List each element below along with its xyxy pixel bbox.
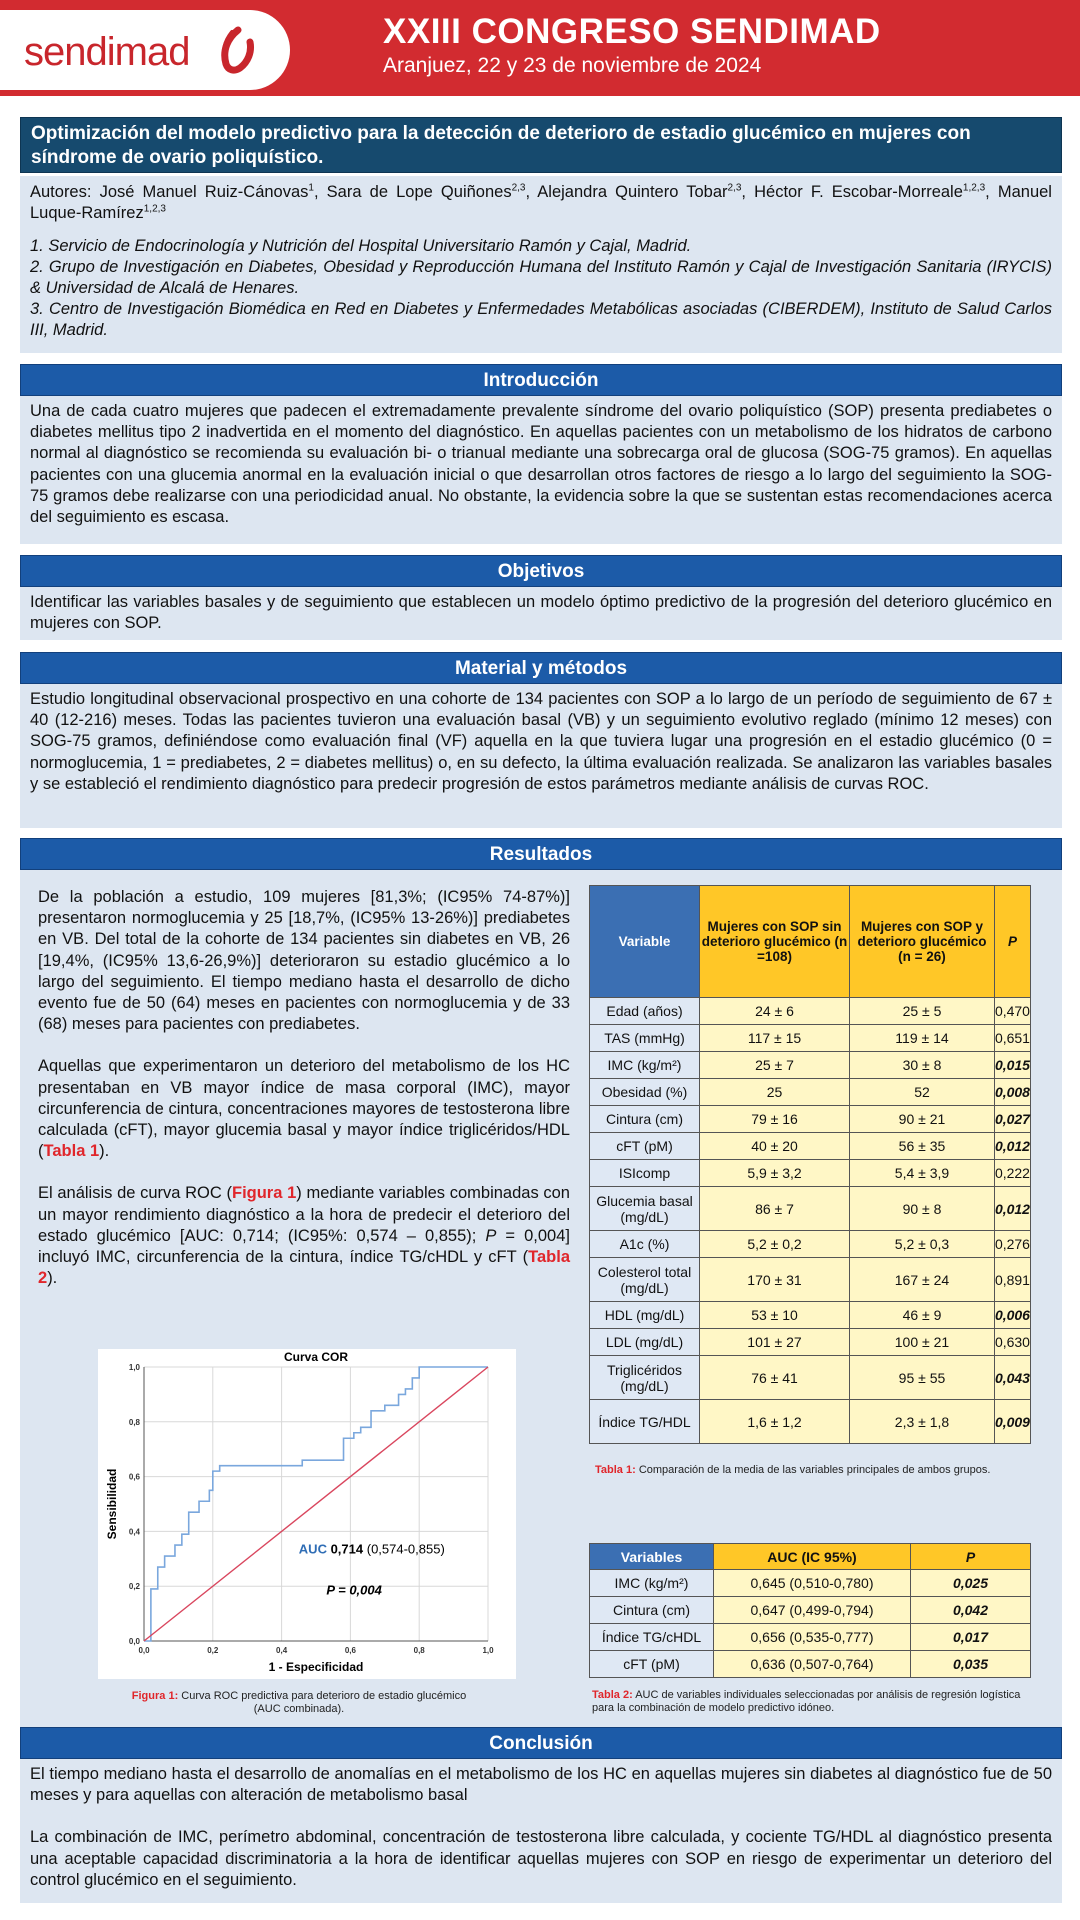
author-name: José Manuel Ruiz-Cánovas	[99, 183, 309, 201]
table1-cell-p: 0,043	[994, 1356, 1030, 1400]
table1-cell-group-b: 90 ± 21	[850, 1106, 995, 1133]
table-2	[589, 1543, 1031, 1678]
table1-row	[590, 1302, 1031, 1329]
table1-cell-group-b: 56 ± 35	[850, 1133, 995, 1160]
table1-cell-variable: Cintura (cm)	[590, 1106, 700, 1133]
author-name: Héctor F. Escobar-Morreale	[754, 183, 963, 201]
table1-cell-p: 0,470	[994, 998, 1030, 1025]
auc-annotation	[299, 1541, 445, 1556]
objectives-text: Identificar las variables basales y de seguimiento que establecen un modelo óptimo predictivo de la progresión del deterioro glucémico en mujeres con SOP.	[20, 587, 1062, 640]
table2-header-auc: AUC (IC 95%)	[714, 1544, 911, 1570]
x-tick-label: 1,0	[482, 1646, 494, 1655]
table2-row	[590, 1597, 1031, 1624]
objectives-heading: Objetivos	[20, 555, 1062, 587]
author-affiliation-sup: 2,3	[511, 182, 526, 194]
table2-header-p: P	[911, 1544, 1031, 1570]
y-tick-label: 0,4	[128, 1527, 140, 1537]
authors-label: Autores:	[30, 183, 100, 201]
author-affiliation-sup: 1	[308, 182, 314, 194]
table1-cell-variable: A1c (%)	[590, 1231, 700, 1258]
affiliation-1: 1. Servicio de Endocrinología y Nutrición del Hospital Universitario Ramón y Cajal, Madrid.	[30, 237, 692, 255]
table1-cell-group-b: 119 ± 14	[850, 1025, 995, 1052]
table2-cell-variable: Cintura (cm)	[590, 1597, 714, 1624]
table1-row	[590, 998, 1031, 1025]
table1-cell-group-a: 25 ± 7	[700, 1052, 850, 1079]
auc-annotation-label: AUC	[298, 1541, 331, 1557]
table1-cell-variable: Colesterol total (mg/dL)	[590, 1258, 700, 1302]
table2-row	[590, 1624, 1031, 1651]
table1-row	[590, 1052, 1031, 1079]
intro-section	[20, 364, 1062, 544]
table1-cell-group-a: 79 ± 16	[700, 1106, 850, 1133]
conclusion-heading: Conclusión	[20, 1727, 1062, 1759]
roc-chart-svg	[98, 1349, 516, 1679]
results-paragraph-1: De la población a estudio, 109 mujeres [81,3%; (IC95% 74-87%)] presentaron normoglucemia y 25 [18,7%, (IC95% 13-26%)] prediabetes en VB. Del total de la cohorte de 134 pacientes sin diabetes en VB, 26 [19,4%, (IC95% 13,6-26,9%)] deterioraron su estadio glucémico a lo largo del seguimiento. El tiempo mediano hasta el desarrollo de dicho evento fue de 50 (64) meses en pacientes con normoglucemia y de 33 (68) meses para pacientes con prediabetes.	[38, 888, 570, 1034]
table1-cell-p: 0,630	[994, 1329, 1030, 1356]
congress-subtitle: Aranjuez, 22 y 23 de noviembre de 2024	[383, 54, 762, 77]
reference-diagonal-line	[144, 1367, 488, 1641]
table2-cell-auc: 0,645 (0,510-0,780)	[714, 1570, 911, 1597]
roc-chart	[98, 1349, 516, 1679]
table2-cell-p: 0,017	[911, 1624, 1031, 1651]
table1-cell-p: 0,276	[994, 1231, 1030, 1258]
table2-cell-variable: Índice TG/cHDL	[590, 1624, 714, 1651]
table1-cell-group-b: 95 ± 55	[850, 1356, 995, 1400]
author-name: Manuel Luque-Ramírez	[30, 183, 1052, 222]
table1-cell-variable: ISIcomp	[590, 1160, 700, 1187]
table1-cell-variable: Índice TG/HDL	[590, 1400, 700, 1444]
table1-cell-group-b: 30 ± 8	[850, 1052, 995, 1079]
affiliation-2: 2. Grupo de Investigación en Diabetes, Obesidad y Reproducción Humana del Instituto Ramón y Cajal de Investigación Sanitaria (IRYCIS) & Universidad de Alcalá de Henares.	[30, 258, 1052, 297]
table1-cell-p: 0,891	[994, 1258, 1030, 1302]
authors-block	[20, 176, 1062, 353]
table2-caption: Tabla 2: AUC de variables individuales seleccionadas por análisis de regresión logística para la combinación de modelo predictivo idóneo.	[592, 1689, 1021, 1714]
table1-header-p: P	[994, 886, 1030, 998]
logo-icon	[208, 26, 256, 74]
table1-cell-group-a: 53 ± 10	[700, 1302, 850, 1329]
affiliations	[30, 236, 1052, 341]
table1-cell-group-a: 170 ± 31	[700, 1258, 850, 1302]
table1-ref-link[interactable]: Tabla 1	[43, 1142, 100, 1161]
intro-heading: Introducción	[20, 364, 1062, 396]
objectives-section	[20, 555, 1062, 640]
table1-cell-p: 0,222	[994, 1160, 1030, 1187]
methods-section	[20, 652, 1062, 828]
table2-ref-link[interactable]: Tabla 2	[38, 1248, 570, 1288]
conclusion-paragraph-1: El tiempo mediano hasta el desarrollo de anomalías en el metabolismo de los HC en aquellas mujeres sin diabetes al diagnóstico fue de 50 meses y para aquellas con alteración de metabolismo basal	[30, 1765, 1052, 1805]
table1-header-row	[590, 886, 1031, 998]
table1-row	[590, 1258, 1031, 1302]
methods-heading: Material y métodos	[20, 652, 1062, 684]
table1-cell-group-b: 100 ± 21	[850, 1329, 995, 1356]
table1-cell-group-a: 5,2 ± 0,2	[700, 1231, 850, 1258]
affiliation-3: 3. Centro de Investigación Biomédica en Red en Diabetes y Enfermedades Metabólicas asociadas (CIBERDEM), Instituto de Salud Carlos III, Madrid.	[30, 300, 1052, 339]
logo-container	[0, 10, 290, 90]
table1-cell-variable: Triglicéridos (mg/dL)	[590, 1356, 700, 1400]
table1-cell-group-b: 46 ± 9	[850, 1302, 995, 1329]
table1-row	[590, 1133, 1031, 1160]
table1-cell-group-a: 86 ± 7	[700, 1187, 850, 1231]
table1-cell-p: 0,012	[994, 1187, 1030, 1231]
table1-header-variable: Variable	[590, 886, 700, 998]
table1-row	[590, 1160, 1031, 1187]
conclusion-body	[20, 1759, 1062, 1903]
table1-cell-group-a: 101 ± 27	[700, 1329, 850, 1356]
table2-row	[590, 1570, 1031, 1597]
figure1-caption: Figura 1: Curva ROC predictiva para deterioro de estadio glucémico (AUC combinada).	[131, 1690, 467, 1715]
header-banner	[0, 0, 1080, 96]
table1-cell-group-b: 167 ± 24	[850, 1258, 995, 1302]
table1-cell-group-a: 76 ± 41	[700, 1356, 850, 1400]
table1-cell-group-a: 25	[700, 1079, 850, 1106]
conclusion-paragraph-2: La combinación de IMC, perímetro abdominal, concentración de testosterona libre calculada, y cociente TG/HDL al diagnóstico presenta una aceptable capacidad discriminatoria a la hora de identificar aquellas mujeres con SOP en riesgo de experimentar un deterioro del control glucémico en el seguimiento.	[30, 1828, 1052, 1889]
x-tick-label: 0,4	[276, 1646, 288, 1655]
intro-text: Una de cada cuatro mujeres que padecen el extremadamente prevalente síndrome del ovario poliquístico (SOP) presenta prediabetes o diabetes mellitus tipo 2 inadvertida en el momento del diagnóstico. En aquellas pacientes con un metabolismo de los hidratos de carbono normal al diagnóstico se recomienda su evaluación bi- o trianual mediante una sobrecarga oral de glucosa (SOG-75 gramos). En aquellas pacientes con una glucemia anormal en la evaluación inicial o que desarrollan otros factores de riesgo a lo largo del seguimiento la SOG-75 gramos debe realizarse con una periodicidad anual. No obstante, la evidencia sobre la que se sustentan estas recomendaciones acerca del seguimiento es escasa.	[20, 396, 1062, 544]
table1-cell-group-a: 40 ± 20	[700, 1133, 850, 1160]
table1-row	[590, 1187, 1031, 1231]
x-tick-label: 0,6	[344, 1646, 356, 1655]
table1-row	[590, 1356, 1031, 1400]
table1-cell-p: 0,009	[994, 1400, 1030, 1444]
table1-cell-variable: Obesidad (%)	[590, 1079, 700, 1106]
author-name: Alejandra Quintero Tobar	[537, 183, 728, 201]
chart-title: Curva COR	[283, 1350, 349, 1364]
auc-annotation-ci: (0,574-0,855)	[366, 1541, 445, 1557]
conclusion-section	[20, 1727, 1062, 1903]
table1-cell-p: 0,027	[994, 1106, 1030, 1133]
table1-row	[590, 1400, 1031, 1444]
table1-cell-group-b: 25 ± 5	[850, 998, 995, 1025]
table1-cell-group-b: 5,4 ± 3,9	[850, 1160, 995, 1187]
table2-header-variable: Variables	[590, 1544, 714, 1570]
table1-row	[590, 1106, 1031, 1133]
table2-cell-variable: IMC (kg/m²)	[590, 1570, 714, 1597]
table1-cell-variable: IMC (kg/m²)	[590, 1052, 700, 1079]
author-affiliation-sup: 1,2,3	[962, 182, 986, 194]
table1-cell-group-b: 5,2 ± 0,3	[850, 1231, 995, 1258]
results-paragraph-2: Aquellas que experimentaron un deterioro del metabolismo de los HC presentaban en VB mayor índice de masa corporal (IMC), mayor circunferencia de cintura, concentraciones mayores de testosterona libre calculada (cFT), mayor glucemia basal y mayor índice triglicéridos/HDL (Tabla 1).	[38, 1057, 570, 1161]
table1-row	[590, 1231, 1031, 1258]
table1-cell-variable: cFT (pM)	[590, 1133, 700, 1160]
y-tick-label: 0,0	[128, 1637, 140, 1646]
table1-cell-group-b: 90 ± 8	[850, 1187, 995, 1231]
table1-cell-p: 0,651	[994, 1025, 1030, 1052]
table2-cell-p: 0,042	[911, 1597, 1031, 1624]
poster-title: Optimización del modelo predictivo para la detección de deterioro de estadio glucémico en mujeres con síndrome de ovario poliquístico.	[20, 117, 1062, 173]
table1-cell-variable: HDL (mg/dL)	[590, 1302, 700, 1329]
table1-caption: Tabla 1: Comparación de la media de las variables principales de ambos grupos.	[595, 1464, 991, 1476]
table1-cell-variable: TAS (mmHg)	[590, 1025, 700, 1052]
table1-cell-p: 0,015	[994, 1052, 1030, 1079]
results-paragraph-3: El análisis de curva ROC (Figura 1) mediante variables combinadas con un mayor rendimiento diagnóstico a la hora de predecir el deterioro del estado glucémico [AUC: 0,714; (IC95%: 0,574 – 0,855); P = 0,004] incluyó IMC, circunferencia de la cintura, índice TG/cHDL y cFT (Tabla 2).	[38, 1184, 570, 1288]
author-name: Sara de Lope Quiñones	[326, 183, 512, 201]
table1-header-group-a: Mujeres con SOP sin deterioro glucémico (n =108)	[700, 886, 850, 998]
y-tick-label: 1,0	[128, 1363, 140, 1372]
x-axis-label: 1 - Especificidad	[268, 1660, 364, 1674]
x-tick-label: 0,2	[207, 1646, 219, 1655]
results-text	[38, 887, 570, 1310]
results-heading: Resultados	[20, 838, 1062, 870]
table2-row	[590, 1651, 1031, 1678]
table1-cell-p: 0,012	[994, 1133, 1030, 1160]
table1-header-group-b: Mujeres con SOP y deterioro glucémico (n = 26)	[850, 886, 995, 998]
table1-cell-variable: LDL (mg/dL)	[590, 1329, 700, 1356]
author-affiliation-sup: 2,3	[727, 182, 742, 194]
table1-cell-p: 0,006	[994, 1302, 1030, 1329]
p-value-annotation: P = 0,004	[326, 1582, 382, 1598]
table-1	[589, 885, 1031, 1444]
table1-row	[590, 1329, 1031, 1356]
table2-header-row	[590, 1544, 1031, 1570]
table1-cell-group-b: 2,3 ± 1,8	[850, 1400, 995, 1444]
table1-cell-group-a: 24 ± 6	[700, 998, 850, 1025]
table1-cell-group-a: 117 ± 15	[700, 1025, 850, 1052]
table1-cell-group-a: 5,9 ± 3,2	[700, 1160, 850, 1187]
x-tick-label: 0,0	[138, 1646, 150, 1655]
methods-text: Estudio longitudinal observacional prospectivo en una cohorte de 134 pacientes con SOP a lo largo de un período de seguimiento de 67 ± 40 (12-216) meses. Todas las pacientes tuvieron una evaluación basal (VB) y un seguimiento evolutivo reglado (mínimo 12 meses) con SOG-75 gramos, definiéndose como evaluación final (VF) aquella en la que tuviera lugar una progresión en el estadio glucémico (0 = normoglucemia, 1 = prediabetes, 2 = diabetes mellitus) o, en su defecto, la última evaluación realizada. Se analizaron las variables basales y se estableció el rendimiento diagnóstico para predecir progresión de estos parámetros mediante análisis de curvas ROC.	[20, 684, 1062, 828]
logo-text: sendimad	[24, 30, 190, 74]
table1-cell-group-a: 1,6 ± 1,2	[700, 1400, 850, 1444]
table2-cell-auc: 0,647 (0,499-0,794)	[714, 1597, 911, 1624]
y-tick-label: 0,6	[128, 1472, 140, 1482]
y-tick-label: 0,8	[128, 1417, 140, 1427]
y-axis-label: Sensibilidad	[105, 1468, 119, 1540]
authors-line: Autores: José Manuel Ruiz-Cánovas$^1$, Sara de Lope Quiñones$^{2,3}$, Alejandra Quintero Tobar$^{2,3}$, Héctor F. Escobar-Morreale$^{1,2,3}$, Manuel Luque-Ramírez$^{1,2,3}$	[30, 182, 1052, 222]
table2-cell-p: 0,025	[911, 1570, 1031, 1597]
table2-cell-p: 0,035	[911, 1651, 1031, 1678]
figure1-ref-link[interactable]: Figura 1	[231, 1184, 297, 1203]
table1-cell-variable: Edad (años)	[590, 998, 700, 1025]
table2-cell-variable: cFT (pM)	[590, 1651, 714, 1678]
table1-row	[590, 1079, 1031, 1106]
table1-row	[590, 1025, 1031, 1052]
auc-annotation-value: 0,714	[330, 1541, 367, 1557]
table2-cell-auc: 0,636 (0,507-0,764)	[714, 1651, 911, 1678]
table2-cell-auc: 0,656 (0,535-0,777)	[714, 1624, 911, 1651]
table1-cell-p: 0,008	[994, 1079, 1030, 1106]
y-tick-label: 0,2	[128, 1582, 140, 1592]
author-affiliation-sup: 1,2,3	[143, 203, 166, 215]
x-tick-label: 0,8	[413, 1646, 425, 1655]
table1-cell-group-b: 52	[850, 1079, 995, 1106]
table1-cell-variable: Glucemia basal (mg/dL)	[590, 1187, 700, 1231]
congress-title: XXIII CONGRESO SENDIMAD	[383, 12, 881, 51]
